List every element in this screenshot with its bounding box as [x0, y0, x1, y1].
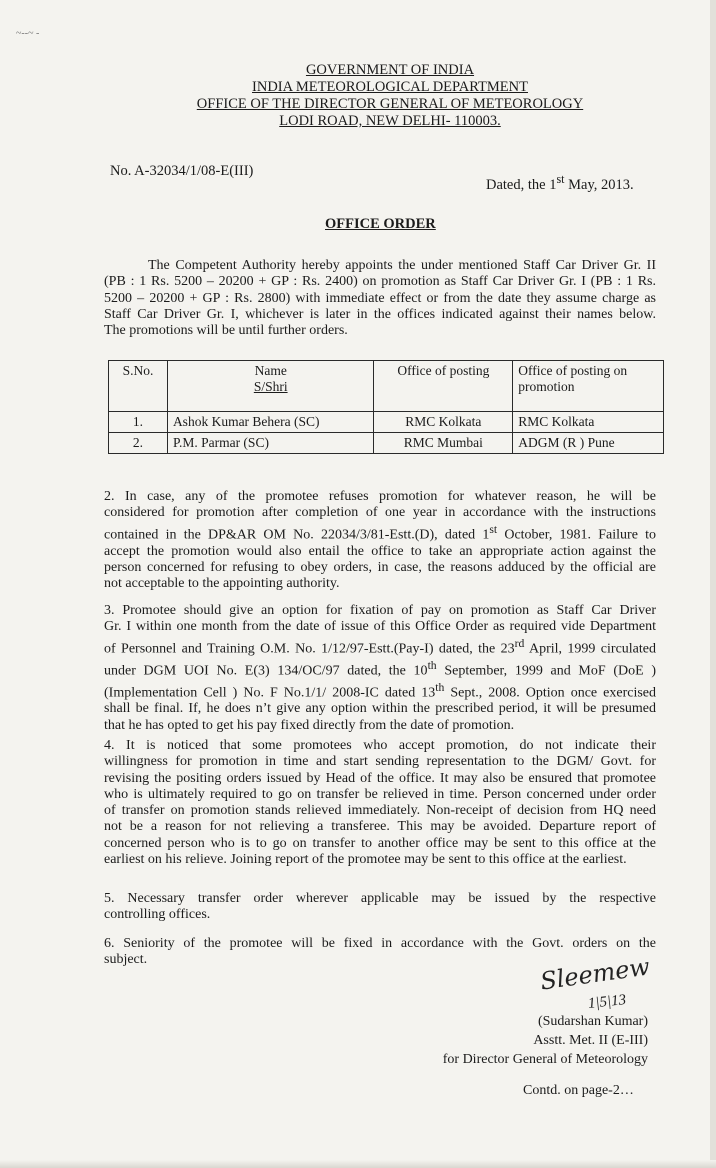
para5-line: controlling offices.: [104, 907, 211, 923]
date-line: [486, 172, 634, 194]
para4-line: concerned person who is to go on transfer to another office may be sent to this office at the: [104, 835, 656, 851]
para4-line: revising the positing orders issued by Head of the office. It may also be ensured that promotee: [104, 770, 656, 786]
cell-sno: 2.: [109, 433, 168, 454]
para3-text: (Implementation Cell ) No. F No.1/1/ 2008-IC dated 13: [104, 685, 436, 701]
para3-line: [104, 636, 656, 658]
para2-line: considered for promotion after completion of one year in accordance with the instructions: [104, 505, 656, 521]
cell-name: Ashok Kumar Behera (SC): [167, 412, 374, 433]
letterhead-line-3: OFFICE OF THE DIRECTOR GENERAL OF METEOROLOGY: [196, 96, 584, 112]
promotion-table: [108, 360, 664, 454]
page-title: OFFICE ORDER: [325, 216, 436, 232]
para4-line: 4. It is noticed that some promotees who accept promotion, do not indicate their: [104, 738, 656, 753]
letterhead-line-2: INDIA METEOROLOGICAL DEPARTMENT: [252, 79, 528, 95]
header-office: Office of posting: [374, 361, 513, 412]
para3-text: September, 1999 and MoF (DoE ): [436, 663, 657, 679]
para1-line: Staff Car Driver Gr. I, whichever is later in the offices indicated against their names below.: [104, 306, 656, 322]
handwritten-signature: Sleemew: [538, 952, 652, 996]
scan-shadow: [0, 1160, 716, 1168]
para2-line: [104, 522, 656, 544]
reference-number: No. A-32034/1/08-E(III): [110, 163, 254, 179]
para4-line: earliest on his relieve. Joining report of the promotee may be sent to this office at the earliest.: [104, 852, 627, 868]
para2-line: not acceptable to the appointing authority.: [104, 576, 340, 592]
paragraph-4: [104, 738, 656, 868]
para3-line: that he has opted to get his pay fixed directly from the date of promotion.: [104, 717, 515, 733]
para3-line: [104, 680, 656, 702]
para3-text: April, 1999 circulated: [524, 641, 656, 657]
para3-sup: th: [427, 658, 437, 672]
para3-line: Gr. I within one month from the date of issue of this Office Order as required vide Department: [104, 619, 656, 635]
signatory-designation: Asstt. Met. II (E-III): [533, 1033, 648, 1048]
para4-line: who is ultimately required to go on transfer be relieved in time. Person concerned under order: [104, 786, 656, 802]
para2-text: October, 1981. Failure to: [497, 527, 656, 543]
date-prefix: Dated, the 1: [486, 176, 557, 193]
header-name-sub: S/Shri: [253, 379, 288, 394]
signature-date: 1|5|13: [587, 992, 627, 1012]
header-name: [167, 361, 374, 412]
signatory-for: for Director General of Meteorology: [442, 1052, 648, 1067]
header-sno: S.No.: [109, 361, 168, 412]
para2-line: accept the promotion would also entail the office to take an appropriate action against the: [104, 543, 656, 559]
para3-sup: th: [435, 680, 445, 694]
para6-line: subject.: [104, 952, 148, 968]
para3-text: Sept., 2008. Option once exercised: [444, 685, 657, 701]
letterhead-line-1: GOVERNMENT OF INDIA: [305, 62, 475, 78]
cell-sno: 1.: [109, 412, 168, 433]
para3-line: 3. Promotee should give an option for fixation of pay on promotion as Staff Car Driver: [104, 603, 656, 618]
para1-line: (PB : 1 Rs. 5200 – 20200 + GP : Rs. 2400) on promotion as Staff Car Driver Gr. I (PB : 1 Rs.: [104, 274, 656, 290]
para3-text: under DGM UOI No. E(3) 134/OC/97 dated, the 10: [104, 663, 428, 679]
letterhead: [190, 62, 590, 130]
para4-line: of transfer on promotion stands relieved immediately. Non-receipt of decision from HQ need: [104, 803, 656, 819]
cell-office: RMC Mumbai: [374, 433, 513, 454]
margin-mark: ~--~ -: [16, 28, 40, 39]
para1-line: The promotions will be until further orders.: [104, 323, 348, 339]
para5-line: 5. Necessary transfer order wherever applicable may be issued by the respective: [104, 891, 656, 906]
cell-promotion: RMC Kolkata: [513, 412, 664, 433]
paragraph-3: [104, 603, 656, 734]
para2-line: 2. In case, any of the promotee refuses promotion for whatever reason, he will be: [104, 489, 656, 504]
table-header-row: [109, 361, 664, 412]
paragraph-2: [104, 489, 656, 592]
header-name-label: Name: [254, 363, 287, 378]
para1-line: 5200 – 20200 + GP : Rs. 2800) with immediate effect or from the date they assume charge as: [104, 290, 656, 306]
cell-name: P.M. Parmar (SC): [167, 433, 374, 454]
cell-office: RMC Kolkata: [374, 412, 513, 433]
letterhead-line-4: LODI ROAD, NEW DELHI- 110003.: [279, 113, 501, 129]
cell-promotion: ADGM (R ) Pune: [513, 433, 664, 454]
signature-block: [418, 1012, 648, 1069]
para3-sup: rd: [514, 636, 525, 650]
paragraph-5: [104, 891, 656, 924]
date-suffix: May, 2013.: [564, 176, 634, 193]
para3-line: shall be final. If, he does n’t give any option within the prescribed period, it will be presumed: [104, 701, 656, 717]
table-row: [109, 412, 664, 433]
para4-line: willingness for promotion in time and start sending representation to the DGM/ Govt. for: [104, 754, 656, 770]
paragraph-1: [104, 258, 656, 339]
signatory-name: (Sudarshan Kumar): [537, 1014, 648, 1029]
header-promotion: Office of posting on promotion: [513, 361, 664, 412]
continued-note: Contd. on page-2…: [523, 1083, 634, 1098]
date-sup: st: [556, 172, 565, 186]
table-row: [109, 433, 664, 454]
para6-line: 6. Seniority of the promotee will be fixed in accordance with the Govt. orders on the: [104, 936, 656, 951]
para3-text: of Personnel and Training O.M. No. 1/12/97-Estt.(Pay-I) dated, the 23: [104, 641, 515, 657]
para4-line: not be a reason for not relieving a transferee. This may be avoided. Departure report of: [104, 819, 656, 835]
para3-line: [104, 658, 656, 680]
scan-edge: [710, 0, 716, 1168]
para2-text: contained in the DP&AR OM No. 22034/3/81-Estt.(D), dated 1: [104, 527, 490, 543]
para1-line: The Competent Authority hereby appoints the under mentioned Staff Car Driver Gr. II: [148, 258, 656, 273]
para2-line: person concerned for refusing to obey orders, in case, the reasons adduced by the official are: [104, 559, 656, 575]
para2-sup: st: [489, 522, 498, 536]
